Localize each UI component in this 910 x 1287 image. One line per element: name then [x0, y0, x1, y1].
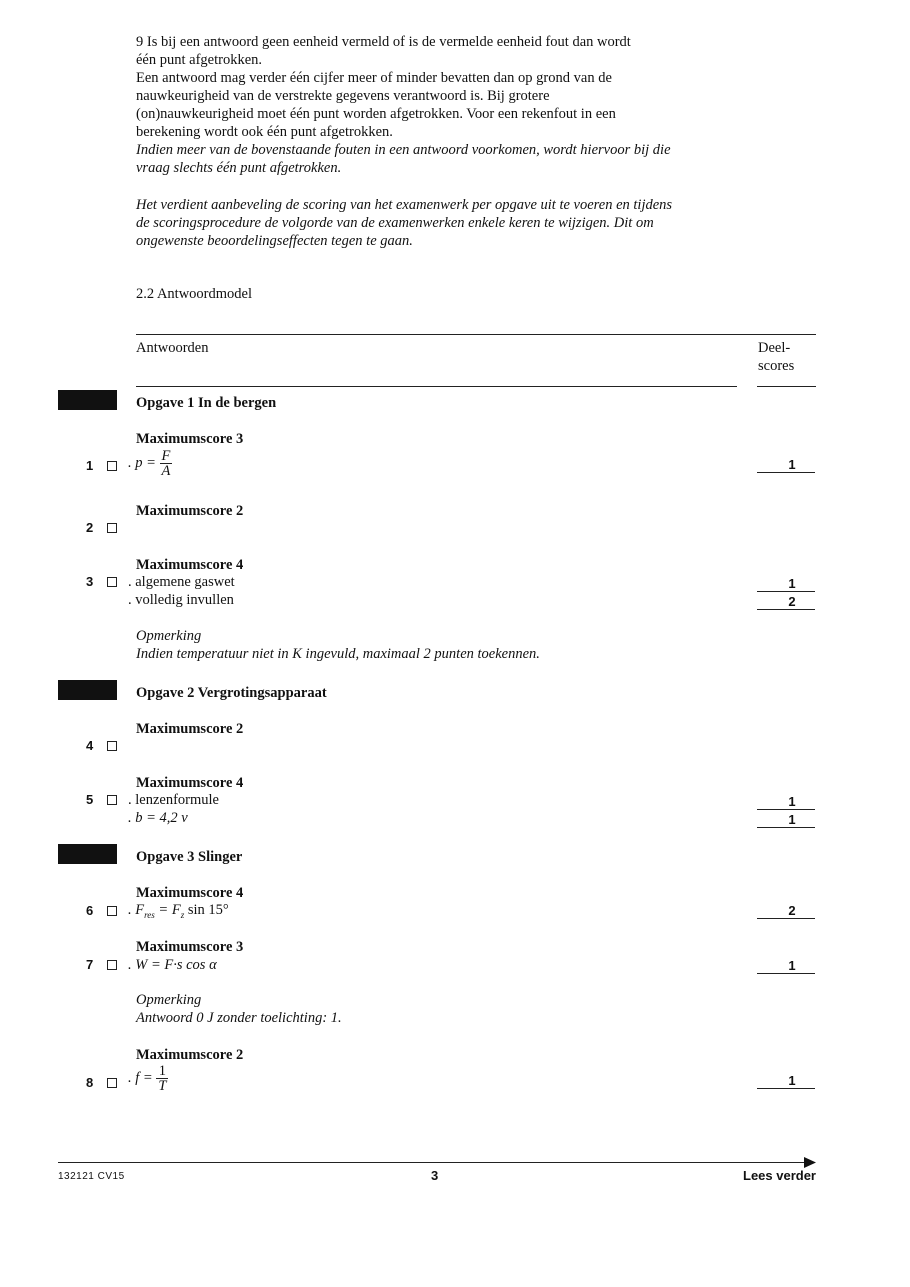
- header-bottom-rule-scores: [757, 386, 816, 387]
- fraction-numerator: 1: [156, 1064, 168, 1079]
- answer-5b: . b = 4,2 v: [128, 810, 188, 826]
- answer-6-mid: = F: [154, 902, 181, 918]
- opgave-marker-bar: [58, 390, 117, 410]
- question-number-1: 1: [86, 458, 94, 473]
- deelscores-column-header: [758, 339, 794, 375]
- footer-rule: [58, 1162, 808, 1163]
- answer-5a: . lenzenformule: [128, 792, 219, 808]
- rule-9-paragraph: [136, 33, 756, 177]
- page-number: 3: [431, 1168, 439, 1183]
- advice-line: ongewenste beoordelingseffecten tegen te gaan.: [136, 233, 413, 249]
- answer-3a: . algemene gaswet: [128, 574, 235, 590]
- rule-9-line: nauwkeurigheid van de verstrekte gegevens verantwoord is. Bij grotere: [136, 88, 550, 104]
- checkbox-2[interactable]: [107, 523, 117, 533]
- question-number-8: 8: [86, 1075, 94, 1090]
- score-6: 2: [757, 903, 815, 919]
- question-number-3: 3: [86, 574, 94, 589]
- answers-column-header: Antwoorden: [136, 340, 209, 356]
- checkbox-8[interactable]: [107, 1078, 117, 1088]
- max-score-3: Maximumscore 4: [136, 557, 244, 573]
- rule-9-line: één punt afgetrokken.: [136, 52, 263, 68]
- deel-label: Deel-: [758, 340, 791, 356]
- remark-label-3: Opmerking: [136, 628, 202, 644]
- opgave-2-title: Opgave 2 Vergrotingsapparaat: [136, 685, 327, 701]
- checkbox-3[interactable]: [107, 577, 117, 587]
- arrow-right-icon: [804, 1157, 816, 1168]
- checkbox-4[interactable]: [107, 741, 117, 751]
- remark-text-3: Indien temperatuur niet in K ingevuld, maximaal 2 punten toekennen.: [136, 646, 540, 662]
- max-score-8: Maximumscore 2: [136, 1047, 244, 1063]
- answer-1-formula: [128, 449, 172, 478]
- answer-6-pre: . F: [128, 902, 145, 918]
- fraction-denominator: T: [158, 1078, 167, 1094]
- answer-6-post: sin 15°: [184, 902, 229, 918]
- score-3b: 2: [757, 594, 815, 610]
- scores-label: scores: [758, 358, 795, 374]
- header-bottom-rule: [136, 386, 737, 387]
- remark-text-7: Antwoord 0 J zonder toelichting: 1.: [136, 1010, 342, 1026]
- rule-9-line: berekening wordt ook één punt afgetrokken.: [136, 124, 393, 140]
- rule-9-line: 9 Is bij een antwoord geen eenheid vermeld of is de vermelde eenheid fout dan wordt: [136, 34, 631, 50]
- fraction-1-over-t: [156, 1064, 168, 1093]
- answer-8-formula: [128, 1064, 168, 1093]
- checkbox-6[interactable]: [107, 906, 117, 916]
- opgave-3-title: Opgave 3 Slinger: [136, 849, 243, 865]
- header-top-rule: [136, 334, 816, 335]
- lees-verder-label: Lees verder: [743, 1168, 816, 1183]
- advice-line: de scoringsprocedure de volgorde van de examenwerken enkele keren te wijzigen. Dit om: [136, 215, 654, 231]
- rule-9-italic-line: Indien meer van de bovenstaande fouten in een antwoord voorkomen, wordt hiervoor bij die: [136, 142, 671, 158]
- max-score-7: Maximumscore 3: [136, 939, 244, 955]
- checkbox-1[interactable]: [107, 461, 117, 471]
- answer-3b: . volledig invullen: [128, 592, 234, 608]
- score-3a: 1: [757, 576, 815, 592]
- answer-1-lhs: . p =: [128, 454, 156, 471]
- fraction-numerator: F: [161, 448, 171, 464]
- answer-6-formula: [128, 901, 229, 924]
- max-score-4: Maximumscore 2: [136, 721, 244, 737]
- rule-9-line: Een antwoord mag verder één cijfer meer of minder bevatten dan op grond van de: [136, 70, 612, 86]
- score-7: 1: [757, 958, 815, 974]
- answer-6-sub-z: z: [180, 909, 185, 920]
- remark-label-7: Opmerking: [136, 992, 202, 1008]
- checkbox-5[interactable]: [107, 795, 117, 805]
- footer-code: 132121 CV15: [58, 1171, 125, 1182]
- max-score-1: Maximumscore 3: [136, 431, 244, 447]
- score-5b: 1: [757, 812, 815, 828]
- opgave-1-title: Opgave 1 In de bergen: [136, 395, 277, 411]
- opgave-marker-bar: [58, 680, 117, 700]
- score-5a: 1: [757, 794, 815, 810]
- fraction-denominator: A: [161, 463, 171, 479]
- max-score-6: Maximumscore 4: [136, 885, 244, 901]
- question-number-5: 5: [86, 792, 94, 807]
- score-1: 1: [757, 457, 815, 473]
- rule-9-line: (on)nauwkeurigheid moet één punt worden afgetrokken. Voor een rekenfout in een: [136, 106, 616, 122]
- opgave-marker-bar: [58, 844, 117, 864]
- advice-paragraph: [136, 196, 756, 250]
- question-number-7: 7: [86, 957, 94, 972]
- max-score-2: Maximumscore 2: [136, 503, 244, 519]
- question-number-6: 6: [86, 903, 94, 918]
- rule-9-italic-line: vraag slechts één punt afgetrokken.: [136, 160, 342, 176]
- score-8: 1: [757, 1073, 815, 1089]
- checkbox-7[interactable]: [107, 960, 117, 970]
- advice-line: Het verdient aanbeveling de scoring van het examenwerk per opgave uit te voeren en tijdens: [136, 197, 673, 213]
- answer-6-sub-res: res: [144, 909, 155, 920]
- fraction-f-over-a: [160, 449, 173, 478]
- max-score-5: Maximumscore 4: [136, 775, 244, 791]
- section-title: 2.2 Antwoordmodel: [136, 286, 252, 302]
- answer-7: . W = F·s cos α: [128, 957, 217, 973]
- question-number-2: 2: [86, 520, 94, 535]
- question-number-4: 4: [86, 738, 94, 753]
- answer-8-lhs: . f =: [128, 1069, 153, 1086]
